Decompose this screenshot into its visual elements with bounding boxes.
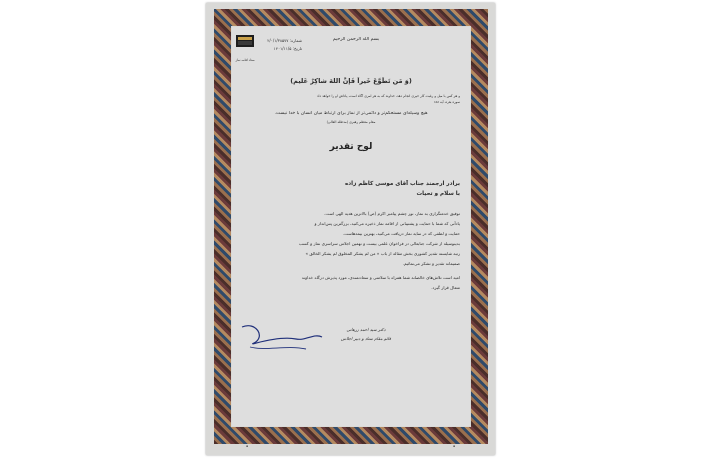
body-line: صمیمانه تقدیر و تشکر می‌نمائیم.	[402, 261, 460, 266]
organization-logo-icon	[234, 33, 256, 55]
page-footer	[246, 444, 455, 447]
logo-caption: ستاد اقامه نماز	[235, 58, 255, 62]
certificate-page	[206, 3, 495, 455]
greeting-line: با سلام و تحیات	[416, 191, 460, 197]
certificate-body	[232, 27, 470, 426]
signer-name: دکتر سید احمد زرهانی	[346, 327, 386, 332]
quote-author: مقام معظم رهبری (مدظله العالی)	[326, 120, 376, 124]
body-line: متعال قرار گیرد.	[431, 285, 460, 290]
footer-mark-right: ▪	[452, 443, 455, 448]
footer-mark-left: ▪	[246, 443, 249, 448]
body-line: توفیق خدمتگزاری به نماز، نور چشم پیامبر اکرم (ص) بالاترین هدیه الهی است.	[324, 211, 460, 216]
recipient-line: برادر ارجمند جناب آقای موسی کاظم زاده	[345, 181, 460, 187]
number-value: ۲/۰/۱/۳۸۵۷۷	[267, 38, 289, 43]
number-field: شماره: ۲/۰/۱/۳۸۵۷۷	[267, 38, 302, 43]
body-line: امید است تلاش‌های خالصانه شما همراه با سلامتی و سعادتمندی، مورد پذیرش درگاه خداوند	[301, 275, 460, 280]
leader-quote: هیچ وسیله‌ای مستحکم‌تر و دائمی‌تر از نماز برای ارتباط میان انسان با خدا نیست.	[274, 111, 428, 116]
date-value: ۱۴۰۱/۱۱/۵	[273, 46, 292, 51]
date-field: تاریخ: ۱۴۰۱/۱۱/۵	[273, 46, 302, 51]
number-label: شماره	[291, 38, 302, 43]
verse-reference: سوره بقره، آیه ۱۵۸	[433, 100, 460, 104]
body-line: بدینوسیله از شرکت جنابعالی در فراخوان علمی بیست و نهمین اجلاس سراسری نماز و کسب	[298, 241, 460, 246]
basmala: بسم الله الرحمن الرحيم	[332, 37, 380, 42]
verse: (وَ مَن تَطَوَّعَ خَیراً فَإنَّ اللهَ شاکِرٌ عَلیم)	[290, 77, 412, 85]
body-line: حمایت و لطفی که در سایه نماز دریافت می‌کنید، بهترین بیمه‌هاست.	[342, 231, 460, 236]
date-label: تاریخ	[294, 46, 302, 51]
verse-translation: و هر کس با میل و رغبت کار خیری انجام دهد، خداوند که به هر امری آگاه است، پاداش او را خواهد داد	[317, 94, 460, 98]
body-line: رتبه شایسته تقدیر کشوری بخش مقاله از باب « من لم یشکر المخلوق لم یشکر الخالق »	[305, 251, 460, 256]
certificate-title: لوح تقدیر	[329, 142, 373, 152]
signer-role: قائم مقام ستاد و دبیر اجلاس	[340, 336, 392, 341]
body-line: یادآنی که شما با حمایت و پشتیبانی از اقامه نماز ذخیره می‌کنید، بزرگترین پس‌انداز و	[314, 221, 460, 226]
